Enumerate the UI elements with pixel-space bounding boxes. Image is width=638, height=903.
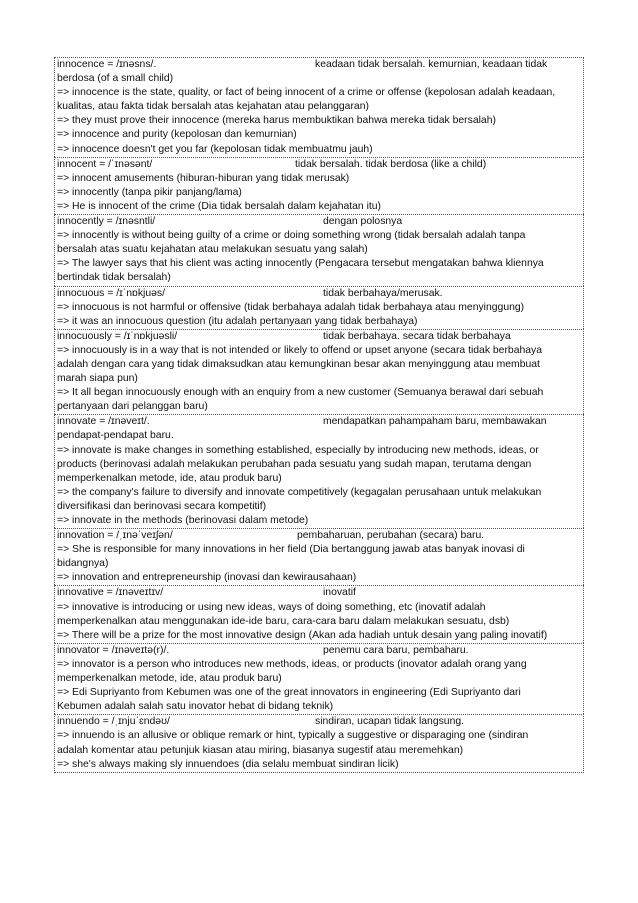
entry-line: => innocently (tanpa pikir panjang/lama) xyxy=(57,186,242,198)
entry-meaning: keadaan tidak bersalah. kemurnian, keadaan tidak xyxy=(315,59,548,70)
entry-header xyxy=(57,330,581,344)
entry-line: bertindak tidak bersalah) xyxy=(57,272,171,284)
entry-line: berdosa (of a small child) xyxy=(57,73,174,85)
entry-line: => innovative is introducing or using new ideas, ways of doing something, etc (inovatif adalah xyxy=(57,601,486,613)
entry-line: adalah komentar atau petunjuk kiasan atau miring, biasanya sugestif atau meremehkan) xyxy=(57,744,464,756)
entry-line: => innocence and purity (kepolosan dan kemurnian) xyxy=(57,129,297,141)
entry-line: products (berinovasi adalah melakukan perubahan pada sesuatu yang sudah mapan, terutama dengan xyxy=(57,458,532,470)
entry-line: => innocent amusements (hiburan-hiburan yang tidak merusak) xyxy=(57,172,350,184)
entry-line: => innovate in the methods (berinovasi dalam metode) xyxy=(57,515,309,526)
entry-line: memperkenalkan atau menggunakan ide-ide baru, cara-cara baru dalam melakukan sesuatu, dsb) xyxy=(57,615,510,627)
entry-line: => There will be a prize for the most innovative design (Akan ada hadiah untuk desain yang paling inovatif) xyxy=(57,629,548,641)
dictionary-entry xyxy=(54,414,584,528)
entry-line: pertanyaan dari pelanggan baru) xyxy=(57,401,208,413)
entry-line: => it was an innocuous question (itu adalah pertanyaan yang tidak berbahaya) xyxy=(57,315,418,327)
dictionary-entry xyxy=(54,585,584,642)
entry-line: => innocuously is in a way that is not intended or likely to offend or upset anyone (secara tidak berbahaya xyxy=(57,344,543,356)
entry-meaning: inovatif xyxy=(323,587,356,599)
entry-meaning: tidak bersalah. tidak berdosa (like a child) xyxy=(295,158,487,170)
entry-headword: innocent = /ˈɪnəsənt/ xyxy=(57,158,153,170)
entry-header xyxy=(57,529,581,543)
entry-line: => they must prove their innocence (mereka harus membuktikan bahwa mereka tidak bersalah) xyxy=(57,115,496,127)
entry-meaning: penemu cara baru, pembaharu. xyxy=(323,644,469,656)
entry-meaning: tidak berbahaya/merusak. xyxy=(323,287,443,299)
entry-header xyxy=(57,158,581,172)
dictionary-entry xyxy=(54,329,584,415)
entry-line: => she's always making sly innuendoes (dia selalu membuat sindiran licik) xyxy=(57,758,399,770)
entry-meaning: tidak berbahaya. secara tidak berbahaya xyxy=(323,330,511,342)
entry-headword: innocuously = /ɪˈnɒkjuəsli/ xyxy=(57,330,178,342)
entry-line: => innocence is the state, quality, or fact of being innocent of a crime or offense (kepolosan adalah keadaan, xyxy=(57,87,556,99)
document-page xyxy=(54,57,584,773)
entry-line: => innocently is without being guilty of a crime or doing something wrong (tidak bersalah adalah tanpa xyxy=(57,230,526,242)
dictionary-entry xyxy=(54,214,584,285)
entry-headword: innovate = /ɪnəveɪt/. xyxy=(57,416,150,428)
entry-headword: innuendo = /ˌɪnjuˈɛndəʊ/ xyxy=(57,716,170,728)
entry-line: => The lawyer says that his client was acting innocently (Pengacara tersebut mengatakan bahwa kliennya xyxy=(57,258,544,270)
entry-line: => He is innocent of the crime (Dia tidak bersalah dalam kejahatan itu) xyxy=(57,200,382,212)
entry-line: => innovator is a person who introduces new methods, ideas, or products (inovator adalah orang yang xyxy=(57,658,527,670)
dictionary-entry xyxy=(54,286,584,329)
entry-headword: innovative = /ɪnəveɪtɪv/ xyxy=(57,587,164,599)
entry-line: => innocence doesn't get you far (kepolosan tidak membuatmu jauh) xyxy=(57,143,373,155)
entry-header xyxy=(57,215,581,229)
entry-line: => innocuous is not harmful or offensive (tidak berbahaya adalah tidak berbahaya atau menyinggung) xyxy=(57,301,525,313)
entry-line: marah siapa pun) xyxy=(57,373,138,385)
entry-line: => the company's failure to diversify and innovate competitively (kegagalan perusahaan untuk melakukan xyxy=(57,486,542,498)
entry-line: kualitas, atau fakta tidak bersalah atas kejahatan atau pelanggaran) xyxy=(57,101,369,113)
entry-headword: innocence = /ɪnəsns/. xyxy=(57,59,157,70)
entry-line: => innuendo is an allusive or oblique remark or hint, typically a suggestive or disparaging one (sindiran xyxy=(57,730,529,742)
entry-line: => She is responsible for many innovations in her field (Dia bertanggung jawab atas banyak inovasi di xyxy=(57,544,525,556)
dictionary-entry xyxy=(54,528,584,585)
entry-header xyxy=(57,644,581,658)
entry-line: => innovation and entrepreneurship (inovasi dan kewirausahaan) xyxy=(57,572,357,584)
entry-line: pendapat-pendapat baru. xyxy=(57,430,174,442)
entry-line: bersalah atas suatu kejahatan atau melakukan sesuatu yang salah) xyxy=(57,244,368,256)
entry-meaning: dengan polosnya xyxy=(323,216,403,228)
entry-meaning: mendapatkan pahampaham baru, membawakan xyxy=(323,416,547,428)
entry-headword: innovator = /ɪnəveɪtə(r)/. xyxy=(57,644,170,656)
entry-header xyxy=(57,415,581,429)
dictionary-entry xyxy=(54,643,584,714)
entry-header xyxy=(57,58,581,72)
entry-line: bidangnya) xyxy=(57,558,109,570)
entry-line: memperkenalkan metode, ide, atau produk baru) xyxy=(57,472,282,484)
entry-line: => innovate is make changes in something established, especially by introducing new methods, ideas, or xyxy=(57,444,539,456)
entry-header xyxy=(57,287,581,301)
entry-line: diversifikasi dan berinovasi secara kompetitif) xyxy=(57,500,267,512)
entry-line: adalah dengan cara yang tidak dimaksudkan atau kemungkinan besar akan menyinggung atau membuat xyxy=(57,358,540,370)
entry-headword: innocently = /ɪnəsntli/ xyxy=(57,216,156,228)
entry-headword: innovation = /ˌɪnəˈveɪʃən/ xyxy=(57,530,173,542)
entry-meaning: sindiran, ucapan tidak langsung. xyxy=(315,716,465,728)
entry-header xyxy=(57,586,581,600)
entry-header xyxy=(57,715,581,729)
dictionary-entry xyxy=(54,714,584,772)
dictionary-entry xyxy=(54,57,584,157)
entry-line: => It all began innocuously enough with an enquiry from a new customer (Semuanya berawal dari sebuah xyxy=(57,387,544,399)
entry-line: => Edi Supriyanto from Kebumen was one of the great innovators in engineering (Edi Supriyanto dari xyxy=(57,687,521,699)
entry-line: memperkenalkan metode, ide, atau produk baru) xyxy=(57,673,282,685)
entry-headword: innocuous = /ɪˈnɒkjuəs/ xyxy=(57,287,165,299)
dictionary-entry xyxy=(54,157,584,214)
entry-meaning: pembaharuan, perubahan (secara) baru. xyxy=(297,530,485,542)
entry-line: Kebumen adalah salah satu inovator hebat di bidang teknik) xyxy=(57,701,334,713)
